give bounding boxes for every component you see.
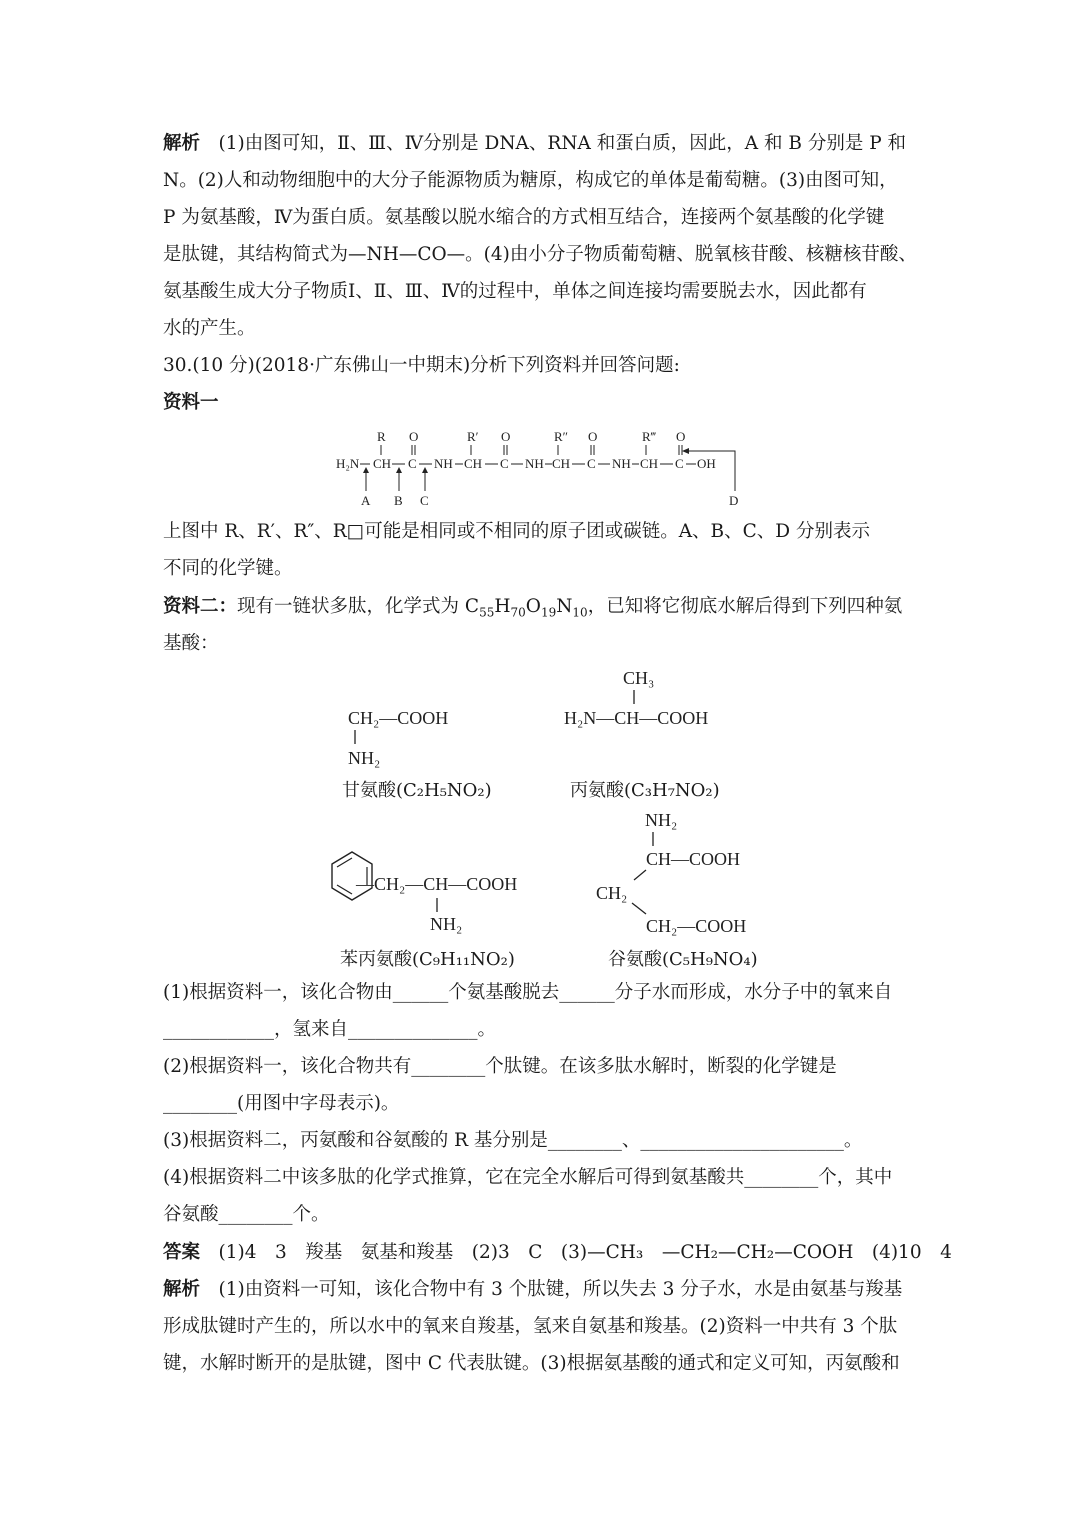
answer-label: 答案 [163,1242,201,1263]
analysis1-line-2: N。(2)人和动物细胞中的大分子能源物质为糖原，构成它的单体是葡萄糖。(3)由图可知， [163,170,898,191]
glutamate-l2: CH₂ [596,883,628,903]
analysis2-line-2: 形成肽键时产生的，所以水中的氧来自羧基，氢来自氨基和羧基。(2)资料一中共有 3 个肽 [163,1316,898,1337]
diagram-h2n: H₂N [336,456,360,471]
diagram-c3: C [587,456,596,471]
glycine-bottom: NH₂ [348,748,381,768]
q4-line-1: (4)根据资料二中该多肽的化学式推算，它在完全水解后可得到氨基酸共________个，其中 [163,1167,893,1188]
diagram-label-a: A [361,493,371,508]
diagram-r4: R‴ [642,429,657,444]
diagram-c2: C [500,456,509,471]
material2-line-2: 基酸： [163,633,219,654]
diagram-nh1: NH [434,456,453,471]
alanine-middle: H₂N—CH—COOH [564,708,709,728]
phenylalanine-caption: 苯丙氨酸(C₉H₁₁NO₂) [340,949,515,970]
diagram-c1: C [408,456,417,471]
phenylalanine-chain: —CH₂—CH—COOH [356,874,518,894]
q2-line-2: ________(用图中字母表示)。 [163,1093,400,1114]
alanine-caption: 丙氨酸(C₃H₇NO₂) [570,780,720,801]
diagram-o2: O [501,429,511,444]
phenylalanine-bottom: NH₂ [430,914,463,934]
answer-line: 答案 (1)4 3 羧基 氨基和羧基 (2)3 C (3)—CH₃ —CH₂—CH₂—COOH (4)10 4 [163,1242,952,1263]
glycine-caption: 甘氨酸(C₂H₅NO₂) [342,780,492,801]
analysis1-line-5: 氨基酸生成大分子物质Ⅰ、Ⅱ、Ⅲ、Ⅳ的过程中，单体之间连接均需要脱去水，因此都有 [163,281,867,302]
diagram-r2: R′ [467,429,479,444]
q1-line-2: ____________，氢来自______________。 [163,1019,497,1040]
material1-desc-1: 上图中 R、R′、R″、R□可能是相同或不相同的原子团或碳链。A、B、C、D 分别表示 [163,521,871,542]
diagram-ch2: CH [464,456,483,471]
diagram-oh: OH [697,456,716,471]
analysis2-line-3: 键，水解时断开的是肽键，图中 C 代表肽键。(3)根据氨基酸的通式和定义可知，丙氨酸和 [163,1353,900,1374]
diagram-ch3: CH [552,456,571,471]
glutamate-top: NH₂ [645,810,678,830]
diagram-o3: O [588,429,598,444]
diagram-ch4: CH [640,456,659,471]
peptide-structure-diagram [330,425,750,513]
material2-line-1: 资料二：现有一链状多肽，化学式为 $C_{55}H_{70}O_{19}N_{10}$，已知将它彻底水解后得到下列四种氨 [163,596,903,620]
analysis1-line-6: 水的产生。 [163,318,256,339]
amino-acid-structures [300,662,800,972]
diagram-o4: O [676,429,686,444]
diagram-label-d: D [729,493,739,508]
diagram-c4: C [675,456,684,471]
diagram-ch1: CH [373,456,392,471]
glycine-top: CH₂—COOH [348,708,449,728]
q3-line: (3)根据资料二，丙氨酸和谷氨酸的 R 基分别是________、______________________。 [163,1130,863,1151]
glutamate-caption: 谷氨酸(C₅H₉NO₄) [608,949,758,970]
analysis2-line-1: 解析 (1)由资料一可知，该化合物中有 3 个肽键，所以失去 3 分子水，水是由氨基与羧基 [163,1279,903,1300]
material2-label: 资料二： [163,596,238,617]
analysis1-line-3: P 为氨基酸，Ⅳ为蛋白质。氨基酸以脱水缩合的方式相互结合，连接两个氨基酸的化学键 [163,207,885,228]
diagram-r3: R″ [554,429,569,444]
diagram-nh3: NH [612,456,631,471]
material1-desc-2: 不同的化学键。 [163,558,293,579]
analysis1-line-4: 是肽键，其结构简式为—NH—CO—。(4)由小分子物质葡萄糖、脱氧核苷酸、核糖核苷酸、 [163,244,917,265]
diagram-label-b: B [394,493,403,508]
analysis2-label: 解析 [163,1279,201,1300]
diagram-r1: R [377,429,386,444]
diagram-label-c: C [420,493,429,508]
q4-line-2: 谷氨酸________个。 [163,1204,330,1225]
question-header: 30.(10 分)(2018·广东佛山一中期末)分析下列资料并回答问题: [163,355,680,376]
q2-line-1: (2)根据资料一，该化合物共有________个肽键。在该多肽水解时，断裂的化学键是 [163,1056,837,1077]
q1-line-1: (1)根据资料一，该化合物由______个氨基酸脱去______分子水而形成，水分子中的氧来自 [163,982,893,1003]
glutamate-l3: CH₂—COOH [646,916,747,936]
alanine-top: CH₃ [623,668,655,688]
diagram-nh2: NH [525,456,544,471]
material1-label: 资料一 [163,392,219,413]
diagram-o1: O [409,429,419,444]
glutamate-l1: CH—COOH [646,849,741,869]
analysis1-label: 解析 [163,133,201,154]
analysis1-line-1: 解析 (1)由图可知，Ⅱ、Ⅲ、Ⅳ分别是 DNA、RNA 和蛋白质，因此，A 和 B 分别是 P 和 [163,133,907,154]
